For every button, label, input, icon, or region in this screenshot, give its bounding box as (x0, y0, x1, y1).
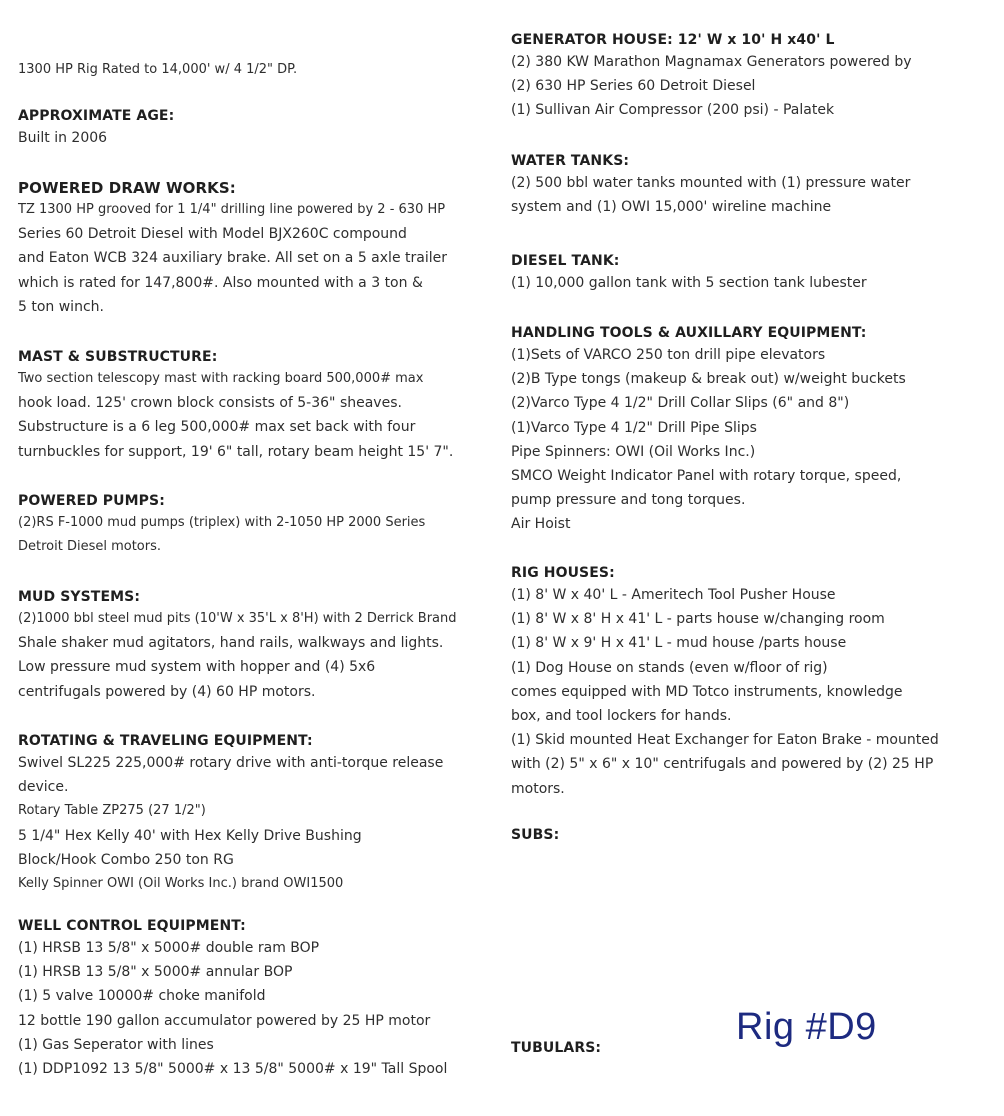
rig-label: Rig #D9 (736, 1006, 877, 1048)
water-tanks-heading: WATER TANKS: (511, 153, 630, 169)
draw-works-line: TZ 1300 HP grooved for 1 1/4" drilling line powered by 2 - 630 HP (18, 202, 446, 217)
draw-works-line: Series 60 Detroit Diesel with Model BJX260C compound (18, 226, 407, 243)
rig-rating (18, 58, 488, 82)
handling-tools-line: (2)B Type tongs (makeup & break out) w/weight buckets (511, 371, 906, 388)
diesel-tank-section (511, 251, 986, 295)
well-control-line: (1) HRSB 13 5/8" x 5000# double ram BOP (18, 940, 320, 956)
approximate-age-heading: APPROXIMATE AGE: (18, 108, 175, 124)
rig-houses-line: (1) 8' W x 40' L - Ameritech Tool Pusher House (511, 587, 836, 603)
mast-line: hook load. 125' crown block consists of 5-36" sheaves. (18, 395, 402, 412)
mast-line: Substructure is a 6 leg 500,000# max set back with four (18, 419, 416, 436)
water-tanks-line: system and (1) OWI 15,000' wireline machine (511, 199, 832, 216)
mud-systems-line: Shale shaker mud agitators, hand rails, walkways and lights. (18, 635, 444, 652)
water-tanks-section (511, 151, 986, 219)
draw-works-line: 5 ton winch. (18, 298, 104, 315)
subs-section (511, 825, 986, 845)
handling-tools-heading: HANDLING TOOLS & AUXILLARY EQUIPMENT: (511, 325, 867, 341)
pumps-section (18, 491, 488, 559)
rig-houses-line: motors. (511, 780, 565, 797)
handling-tools-line: SMCO Weight Indicator Panel with rotary torque, speed, (511, 468, 902, 485)
mast-heading: MAST & SUBSTRUCTURE: (18, 349, 218, 365)
approximate-age-section (18, 106, 488, 150)
rig-houses-section (511, 563, 986, 801)
approximate-age-line: Built in 2006 (18, 130, 108, 146)
subs-heading: SUBS: (511, 827, 560, 843)
mud-systems-line: Low pressure mud system with hopper and (4) 5x6 (18, 659, 376, 676)
mud-systems-line: centrifugals powered by (4) 60 HP motors. (18, 683, 316, 700)
pumps-heading: POWERED PUMPS: (18, 493, 165, 509)
mud-systems-heading: MUD SYSTEMS: (18, 589, 141, 605)
rotating-line: Block/Hook Combo 250 ton RG (18, 851, 234, 868)
handling-tools-line: Air Hoist (511, 516, 571, 533)
generator-section (511, 30, 986, 123)
draw-works-heading: POWERED DRAW WORKS: (18, 179, 236, 197)
draw-works-line: which is rated for 147,800#. Also mounted with a 3 ton & (18, 274, 423, 291)
well-control-line: (1) DDP1092 13 5/8" 5000# x 13 5/8" 5000# x 19" Tall Spool (18, 1061, 448, 1078)
handling-tools-line: Pipe Spinners: OWI (Oil Works Inc.) (511, 443, 756, 460)
diesel-tank-line: (1) 10,000 gallon tank with 5 section tank lubester (511, 275, 867, 291)
tubulars-heading: TUBULARS: (511, 1040, 602, 1056)
mast-section (18, 347, 488, 464)
well-control-line: (1) HRSB 13 5/8" x 5000# annular BOP (18, 964, 293, 981)
handling-tools-line: (1)Sets of VARCO 250 ton drill pipe elevators (511, 347, 826, 363)
rig-houses-line: (1) 8' W x 9' H x 41' L - mud house /parts house (511, 635, 847, 652)
rig-houses-line: (1) Skid mounted Heat Exchanger for Eaton Brake - mounted (511, 732, 939, 749)
rig-houses-line: box, and tool lockers for hands. (511, 708, 732, 725)
generator-line: (1) Sullivan Air Compressor (200 psi) - Palatek (511, 102, 835, 119)
rig-houses-line: (1) Dog House on stands (even w/floor of rig) (511, 659, 828, 676)
generator-heading: GENERATOR HOUSE: 12' W x 10' H x40' L (511, 32, 835, 48)
rotating-line: device. (18, 779, 69, 796)
draw-works-section (18, 178, 488, 319)
rig-rating-text: 1300 HP Rig Rated to 14,000' w/ 4 1/2" DP. (18, 62, 298, 77)
rig-houses-heading: RIG HOUSES: (511, 565, 615, 581)
mast-line: turnbuckles for support, 19' 6" tall, rotary beam height 15' 7". (18, 443, 454, 460)
rig-houses-line: comes equipped with MD Totco instruments, knowledge (511, 683, 903, 700)
well-control-line: (1) 5 valve 10000# choke manifold (18, 988, 266, 1005)
rotating-line: Kelly Spinner OWI (Oil Works Inc.) brand OWI1500 (18, 876, 344, 892)
draw-works-line: and Eaton WCB 324 auxiliary brake. All set on a 5 axle trailer (18, 250, 447, 267)
generator-line: (2) 630 HP Series 60 Detroit Diesel (511, 78, 756, 95)
well-control-heading: WELL CONTROL EQUIPMENT: (18, 918, 246, 934)
rotating-line: Swivel SL225 225,000# rotary drive with anti-torque release (18, 755, 444, 771)
rotating-line: 5 1/4" Hex Kelly 40' with Hex Kelly Drive Bushing (18, 827, 362, 844)
generator-line: (2) 380 KW Marathon Magnamax Generators powered by (511, 54, 912, 70)
well-control-line: (1) Gas Seperator with lines (18, 1036, 214, 1053)
rig-houses-line: with (2) 5" x 6" x 10" centrifugals and powered by (2) 25 HP (511, 756, 934, 773)
handling-tools-section (511, 323, 986, 537)
well-control-section (18, 916, 488, 1081)
well-control-line: 12 bottle 190 gallon accumulator powered by 25 HP motor (18, 1012, 431, 1029)
pumps-line: (2)RS F-1000 mud pumps (triplex) with 2-1050 HP 2000 Series (18, 515, 426, 530)
mast-line: Two section telescopy mast with racking board 500,000# max (18, 371, 424, 386)
mud-systems-line: (2)1000 bbl steel mud pits (10'W x 35'L x 8'H) with 2 Derrick Brand (18, 611, 457, 626)
diesel-tank-heading: DIESEL TANK: (511, 253, 620, 269)
handling-tools-line: pump pressure and tong torques. (511, 492, 746, 509)
handling-tools-line: (1)Varco Type 4 1/2" Drill Pipe Slips (511, 419, 757, 436)
pumps-line: Detroit Diesel motors. (18, 539, 162, 555)
rotating-heading: ROTATING & TRAVELING EQUIPMENT: (18, 733, 313, 749)
rotating-section (18, 731, 488, 896)
rotating-line: Rotary Table ZP275 (27 1/2") (18, 803, 206, 819)
water-tanks-line: (2) 500 bbl water tanks mounted with (1) pressure water (511, 175, 911, 191)
mud-systems-section (18, 587, 488, 704)
handling-tools-line: (2)Varco Type 4 1/2" Drill Collar Slips (6" and 8") (511, 395, 850, 412)
rig-houses-line: (1) 8' W x 8' H x 41' L - parts house w/changing room (511, 611, 885, 628)
